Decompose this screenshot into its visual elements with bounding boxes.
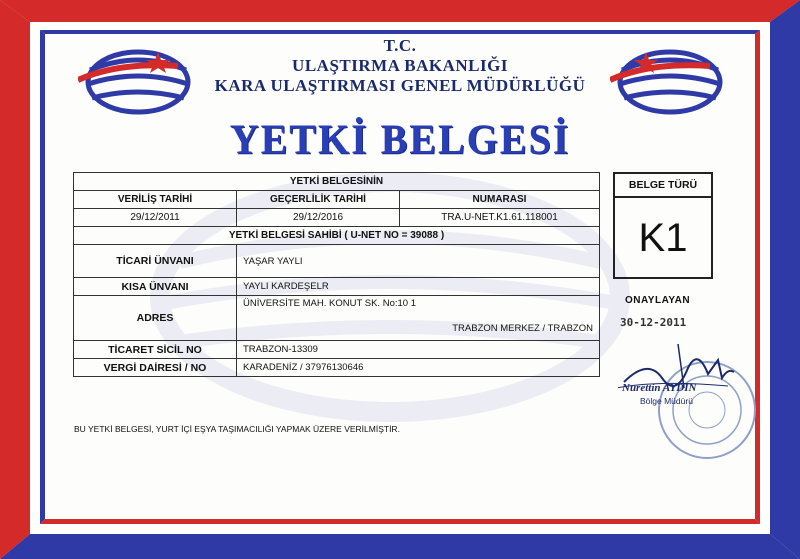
- section-title: YETKİ BELGESİNİN: [74, 173, 600, 191]
- header-tc: T.C.: [383, 36, 417, 55]
- certificate-number: TRA.U-NET.K1.61.118001: [400, 209, 600, 227]
- header-directorate: KARA ULAŞTIRMASI GENEL MÜDÜRLÜĞÜ: [214, 76, 586, 95]
- short-name-label: KISA ÜNVANI: [74, 278, 237, 296]
- registry-number: TRABZON-13309: [237, 341, 600, 359]
- valid-date: 29/12/2016: [237, 209, 400, 227]
- document-type-label: BELGE TÜRÜ: [615, 174, 711, 198]
- header-ministry: ULAŞTIRMA BAKANLIĞI: [292, 56, 508, 75]
- issue-date: 29/12/2011: [74, 209, 237, 227]
- approval-label: ONAYLAYAN: [625, 295, 691, 306]
- address-line2: TRABZON MERKEZ / TRABZON: [452, 323, 593, 334]
- address-cell: [237, 296, 600, 341]
- address-label: ADRES: [74, 296, 237, 341]
- signer-role: Bölge Müdürü: [640, 396, 693, 406]
- document-type-value: K1: [638, 216, 688, 260]
- header: [0, 36, 800, 96]
- short-name: YAYLI KARDEŞELR: [237, 278, 600, 296]
- signer-name: Nurettin AYDIN: [622, 382, 697, 394]
- footer-note: BU YETKİ BELGESİ, YURT İÇİ EŞYA TAŞIMACILIĞI YAPMAK ÜZERE VERİLMİŞTİR.: [74, 424, 400, 434]
- document-title: YETKİ BELGESİ: [229, 115, 571, 164]
- approval-date: 30-12-2011: [620, 316, 687, 329]
- trade-name: YAŞAR YAYLI: [237, 245, 600, 278]
- address-line1: ÜNİVERSİTE MAH. KONUT SK. No:10 1: [243, 298, 416, 309]
- col-issue-date: VERİLİŞ TARİHİ: [74, 191, 237, 209]
- trade-name-label: TİCARİ ÜNVANI: [74, 245, 237, 278]
- col-valid-date: GEÇERLİLİK TARİHİ: [237, 191, 400, 209]
- holder-title: YETKİ BELGESİ SAHİBİ ( U-NET NO = 39088 ): [74, 227, 600, 245]
- certificate-table: [73, 172, 600, 377]
- tax-number: KARADENİZ / 37976130646: [237, 359, 600, 377]
- tax-label: VERGİ DAİRESİ / NO: [74, 359, 237, 377]
- document-type-box: [613, 172, 713, 279]
- col-number: NUMARASI: [400, 191, 600, 209]
- registry-label: TİCARET SİCİL NO: [74, 341, 237, 359]
